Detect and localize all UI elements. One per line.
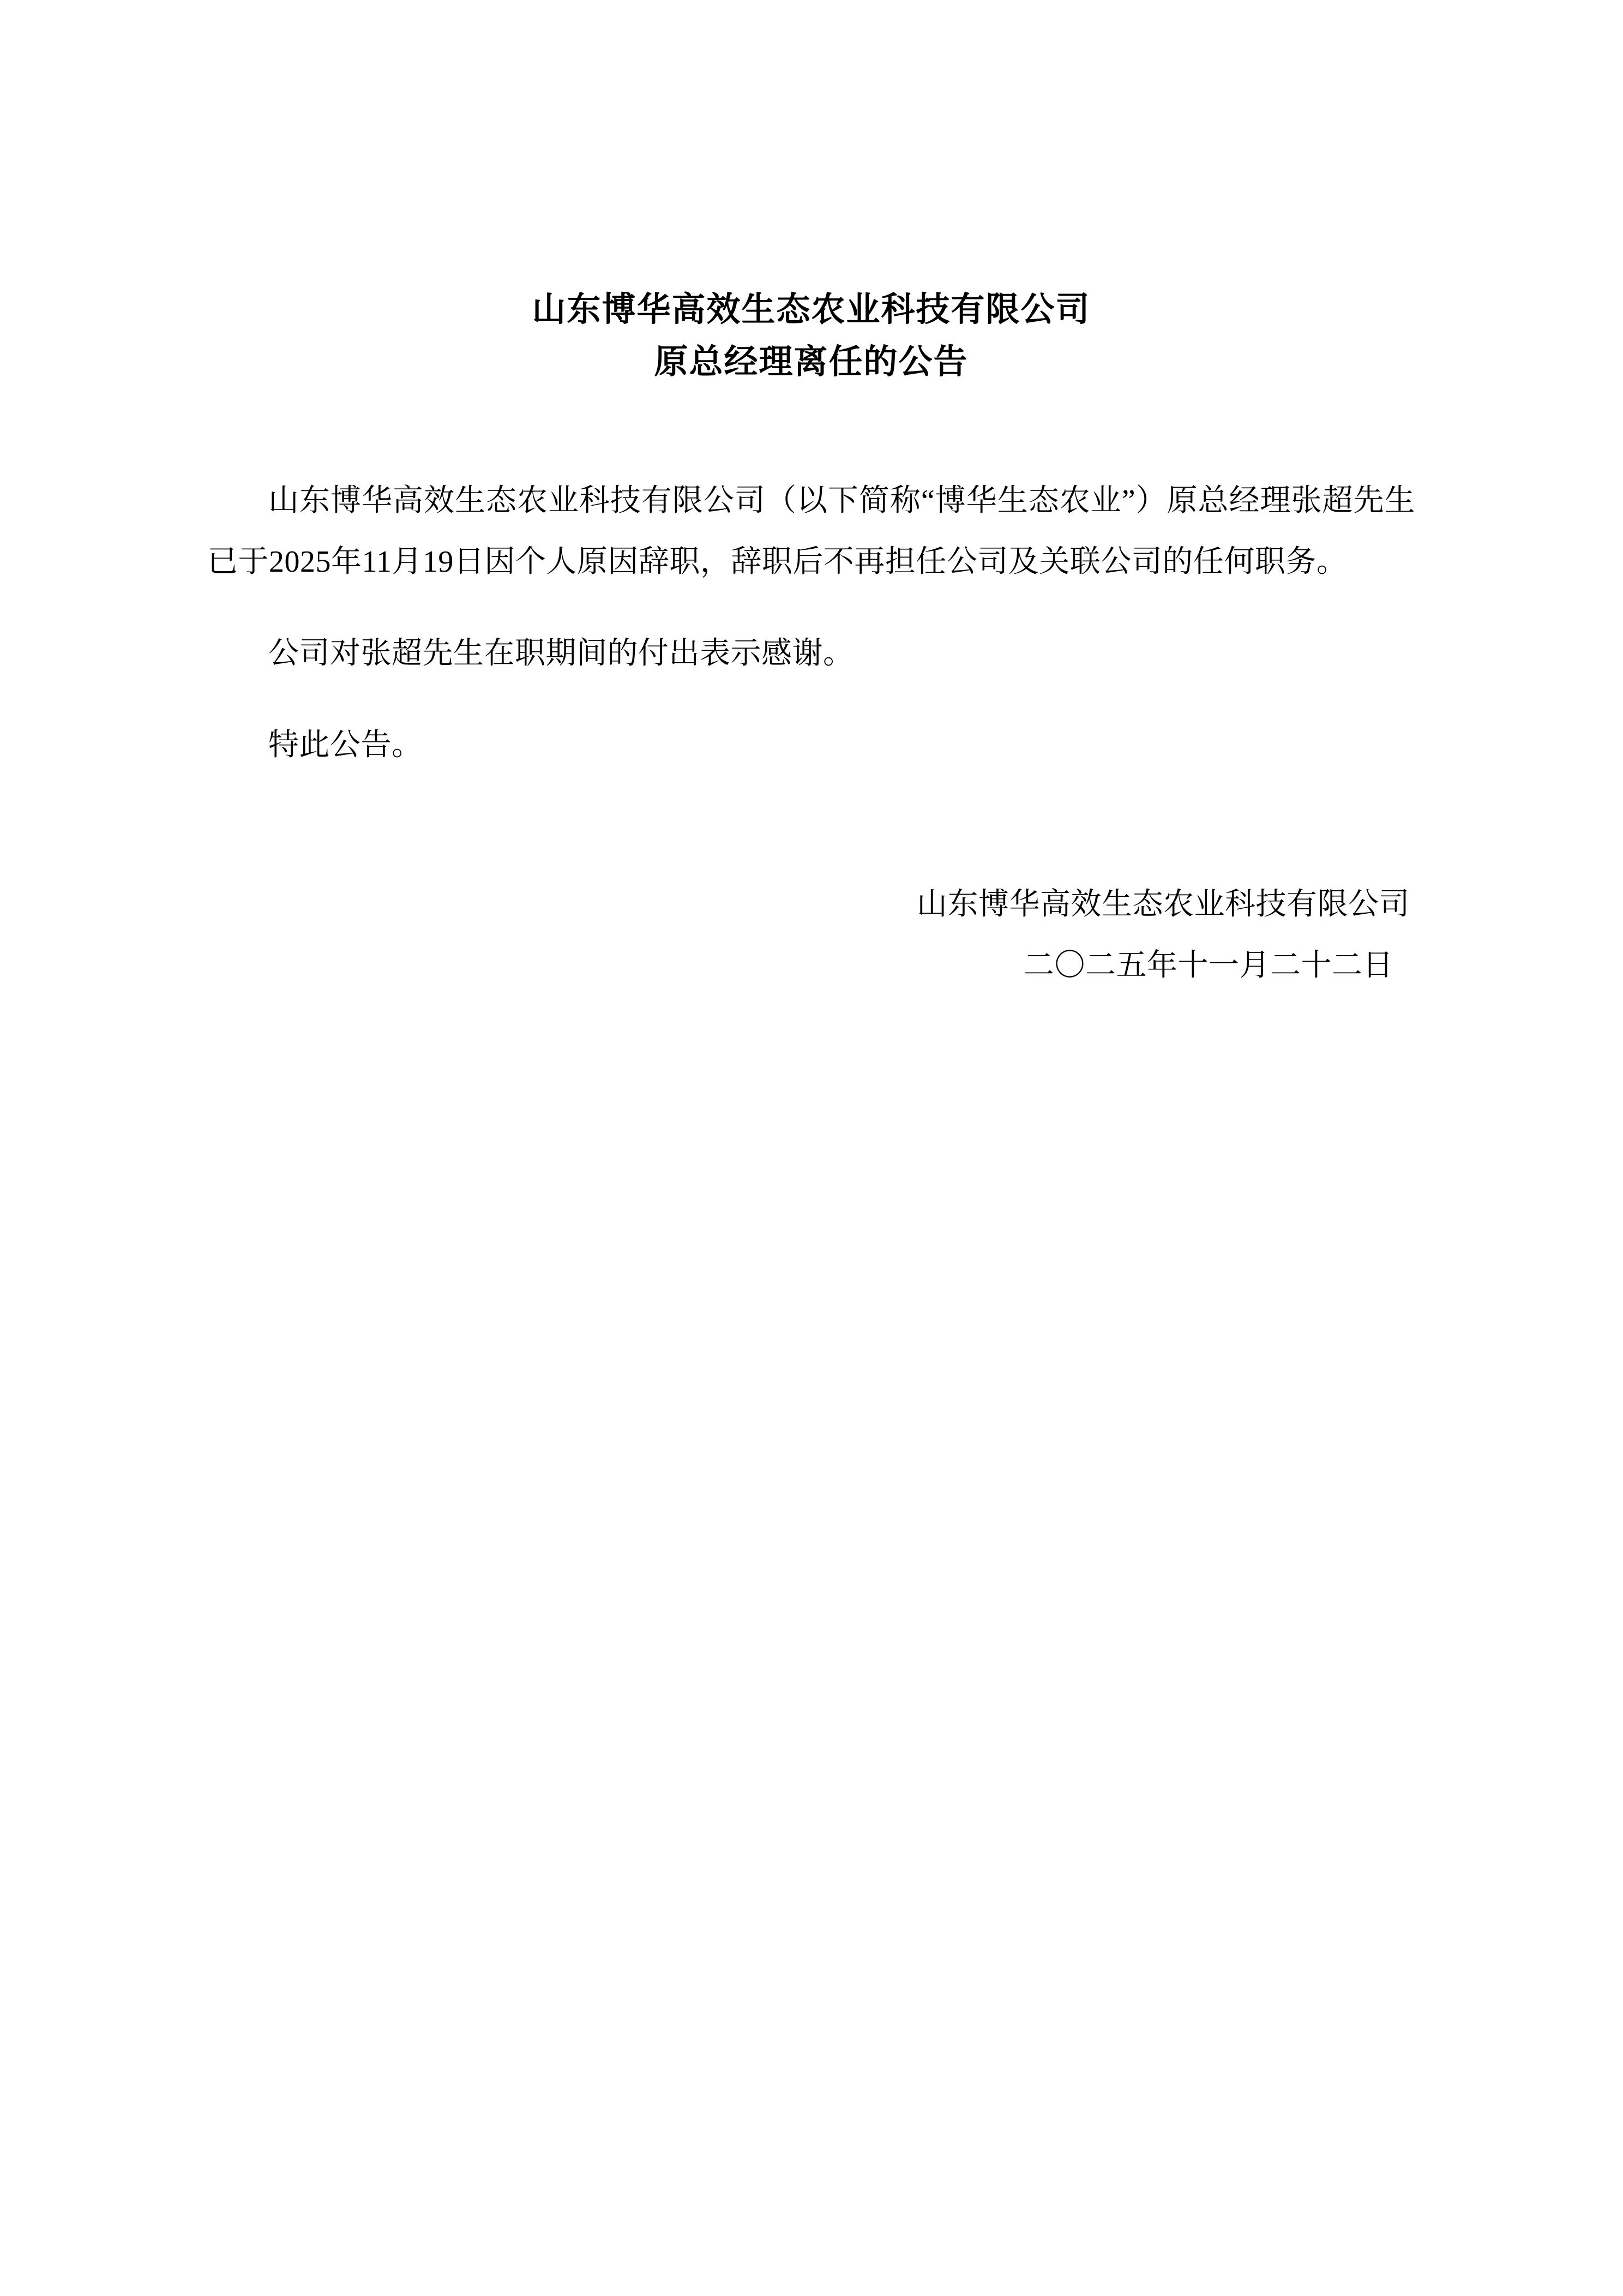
signature-date: 二〇二五年十一月二十二日 [1024, 949, 1393, 983]
signature-block [207, 874, 1415, 996]
signature-company: 山东博华高效生态农业科技有限公司 [917, 888, 1410, 922]
title-line-1: 山东博华高效生态农业科技有限公司 [532, 291, 1091, 328]
body-paragraph-3: 特此公告。 [268, 728, 423, 763]
document-title [207, 284, 1415, 388]
document-content [207, 0, 1415, 996]
document-body [207, 470, 1415, 776]
body-paragraph-1: 山东博华高效生态农业科技有限公司（以下简称“博华生态农业”）原总经理张超先生已于2025年11月19日因个人原因辞职，辞职后不再担任公司及关联公司的任何职务。 [207, 484, 1415, 579]
title-line-2: 原总经理离任的公告 [654, 344, 969, 381]
body-paragraph-2: 公司对张超先生在职期间的付出表示感谢。 [268, 637, 854, 671]
